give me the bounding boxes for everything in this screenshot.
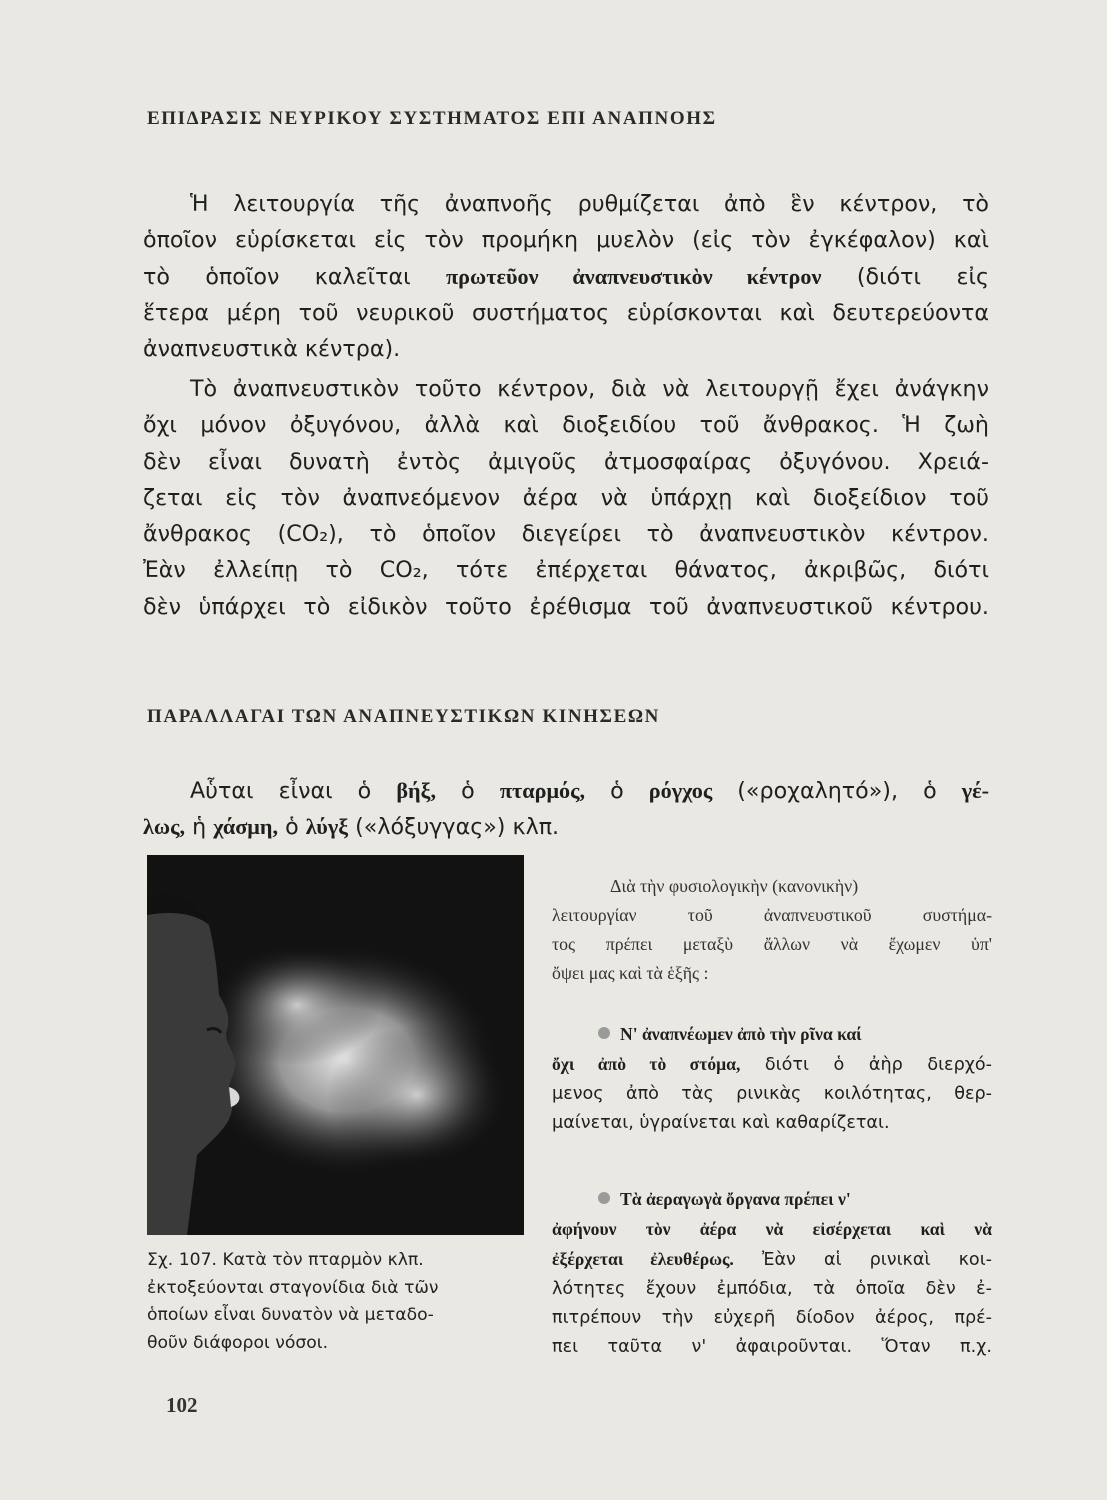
caption-line: ἐκτοξεύονται σταγονίδια διὰ τῶν (147, 1277, 439, 1298)
bold-term: Ν' ἀναπνέωμεν ἀπὸ τὴν ρῖνα καί (620, 1024, 862, 1044)
text-line: δὲν εἶναι δυνατὴ ἐντὸς ἀμιγοῦς ἀτμοσφαίρας ὀξυγόνου. Χρειά- (143, 448, 989, 475)
sidebar-line: πιτρέπουν τὴν εὐχερῆ δίοδον ἀέρος, πρέ- (552, 1308, 992, 1328)
text-line (143, 259, 989, 295)
bullet-icon (598, 1192, 610, 1204)
caption-line: ὁποίων εἶναι δυνατὸν νὰ μεταδο- (147, 1305, 434, 1325)
sidebar-line (552, 1245, 992, 1275)
sidebar-bullet-airways (552, 1185, 992, 1362)
sidebar-line: μαίνεται, ὑγραίνεται καὶ καθαρίζεται. (552, 1113, 890, 1133)
text-line: ἀναπνευστικὰ κέντρα). (143, 336, 401, 363)
sidebar-line (552, 1020, 992, 1050)
text-line: Ἐὰν ἐλλείπῃ τὸ CO₂, τότε ἐπέρχεται θάνατος, ἀκριβῶς, διότι (143, 557, 989, 584)
sidebar-line: πει ταῦτα ν' ἀφαιροῦνται. Ὅταν π.χ. (552, 1337, 992, 1357)
sidebar-line: μενος ἀπὸ τὰς ρινικὰς κοιλότητας, θερ- (552, 1084, 992, 1104)
figure-caption (147, 1247, 517, 1357)
sidebar-line (552, 1215, 992, 1245)
text-run: Αὗται εἶναι ὁ (190, 778, 372, 804)
text-run: Ἐὰν αἱ ρινικαὶ κοι- (761, 1250, 993, 1270)
sidebar-line: Διὰ τὴν φυσιολογικὴν (κανονικὴν) (610, 876, 859, 896)
text-run: ὁ (285, 814, 299, 841)
text-run: («λόξυγγας») κλπ. (355, 814, 560, 841)
section-heading-nervous-system: ΕΠΙΔΡΑΣΙΣ ΝΕΥΡΙΚΟΥ ΣΥΣΤΗΜΑΤΟΣ ΕΠΙ ΑΝΑΠΝΟΗΣ (147, 108, 717, 129)
sneeze-illustration (147, 855, 524, 1235)
paragraph-respiratory-center (143, 186, 989, 367)
text-run: ὁ (610, 778, 624, 804)
bold-term: ὄχι ἀπὸ τὸ στόμα, (552, 1054, 741, 1074)
sidebar-line: ὄψει μας καὶ τὰ ἑξῆς : (552, 963, 709, 983)
text-line: Ἡ λειτουργία τῆς ἀναπνοῆς ρυθμίζεται ἀπὸ ἓν κέντρον, τὸ (190, 191, 989, 217)
text-run: ἡ (192, 814, 207, 841)
bold-term: ἐξέρχεται ἐλευθέρως. (552, 1249, 734, 1269)
caption-line: Σχ. 107. Κατὰ τὸν πταρμὸν κλπ. (147, 1250, 424, 1270)
sidebar-line (552, 1185, 992, 1215)
text-line: ἄνθρακος (CO₂), τὸ ὁποῖον διεγείρει τὸ ἀναπνευστικὸν κέντρον. (143, 521, 989, 548)
page-number: 102 (166, 1393, 198, 1417)
text-line: ὄχι μόνον ὀξυγόνου, ἀλλὰ καὶ διοξειδίου τοῦ ἄνθρακος. Ἡ ζωὴ (143, 412, 989, 439)
sidebar-line: λειτουργίαν τοῦ ἀναπνευστικοῦ συστήμα- (552, 905, 992, 925)
paragraph-variations (143, 773, 989, 846)
text-run: (διότι εἰς (856, 263, 989, 290)
bold-term: βήξ, (396, 778, 437, 803)
text-line: Τὸ ἀναπνευστικὸν τοῦτο κέντρον, διὰ νὰ λειτουργῇ ἔχει ἀνάγκην (190, 376, 989, 402)
droplet-cloud-lower (327, 1025, 507, 1165)
sidebar-intro (552, 872, 992, 988)
text-line: δὲν ὑπάρχει τὸ εἰδικὸν τοῦτο ἐρέθισμα τοῦ ἀναπνευστικοῦ κέντρου. (143, 593, 989, 620)
sneeze-photo (147, 855, 524, 1235)
bold-term: πρωτεῦον ἀναπνευστικὸν κέντρον (446, 263, 822, 289)
text-run: ὁ (461, 778, 475, 804)
text-line: ἕτερα μέρη τοῦ νευρικοῦ συστήματος εὑρίσκονται καὶ δευτερεύοντα (143, 299, 989, 326)
section-heading-variations: ΠΑΡΑΛΛΑΓΑΙ ΤΩΝ ΑΝΑΠΝΕΥΣΤΙΚΩΝ ΚΙΝΗΣΕΩΝ (147, 706, 660, 727)
bold-term: Τὰ ἀεραγωγὰ ὄργανα πρέπει ν' (620, 1189, 851, 1209)
bold-term: ἀφήνουν τὸν ἀέρα νὰ εἰσέρχεται καὶ νὰ (552, 1219, 992, 1239)
sidebar-line (552, 1050, 992, 1080)
text-line: ζεται εἰς τὸν ἀναπνεόμενον ἀέρα νὰ ὑπάρχῃ καὶ διοξείδιον τοῦ (143, 484, 989, 511)
sidebar-line: λότητες ἔχουν ἐμπόδια, τὰ ὁποῖα δὲν ἐ- (552, 1279, 992, 1299)
text-run: («ροχαλητό»), ὁ (737, 778, 937, 804)
bold-term: πταρμός, (499, 778, 586, 803)
sidebar-line: τος πρέπει μεταξὺ ἄλλων νὰ ἔχωμεν ὑπ' (552, 934, 992, 954)
bold-term: γέ- (961, 778, 989, 803)
caption-line: θοῦν διάφοροι νόσοι. (147, 1332, 329, 1353)
text-line (143, 809, 989, 845)
sidebar-bullet-nose (552, 1020, 992, 1138)
text-run: διότι ὁ ἀὴρ διερχό- (764, 1055, 993, 1075)
bold-term: λως, (143, 814, 186, 840)
bold-term: ρόγχος (648, 778, 713, 803)
text-run: τὸ ὁποῖον καλεῖται (143, 263, 411, 290)
bold-term: χάσμη, (213, 814, 279, 840)
text-line (143, 773, 989, 809)
paragraph-co2 (143, 371, 989, 625)
bullet-icon (598, 1027, 610, 1039)
text-line: ὁποῖον εὑρίσκεται εἰς τὸν προμήκη μυελὸν (εἰς τὸν ἐγκέφαλον) καὶ (143, 227, 989, 254)
bold-term: λύγξ (305, 814, 349, 840)
